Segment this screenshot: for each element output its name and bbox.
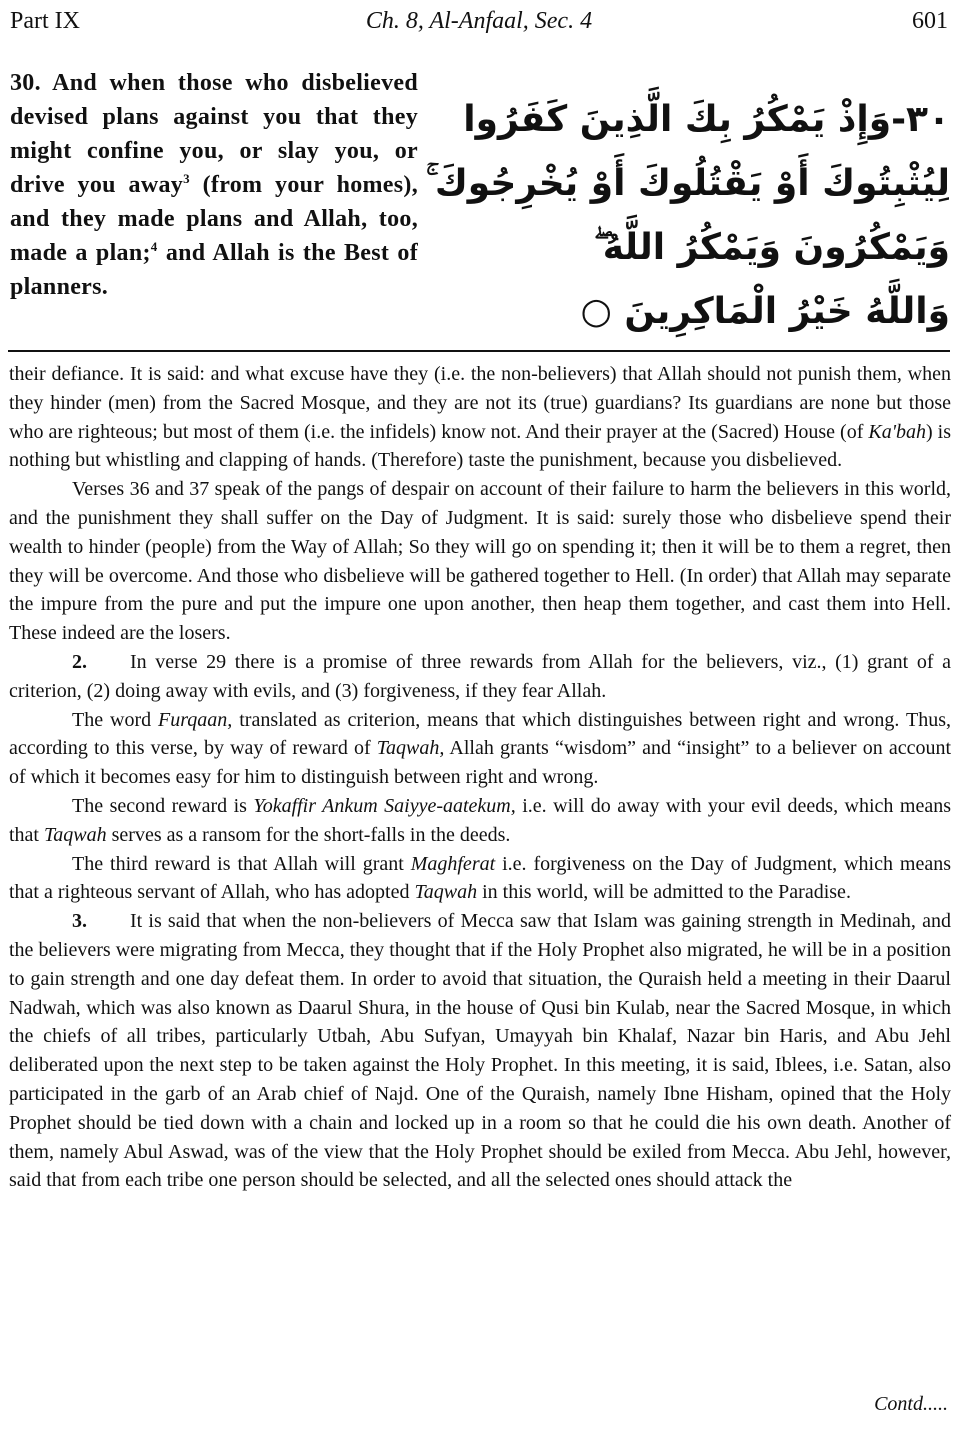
arabic-verse — [425, 88, 950, 344]
commentary-paragraph — [9, 792, 951, 850]
verse-number: 30. — [10, 70, 41, 96]
italic-term: Taqwah — [44, 823, 107, 846]
italic-term: Ka'bah — [868, 420, 926, 443]
text-run: i.e. forgiveness on the Day of Judgment, which means that a righteous servant of Allah, who has adopted — [9, 852, 951, 904]
commentary-paragraph — [9, 850, 951, 908]
text-run: It is said that when the non-believers of Mecca saw that Islam was gaining strength in Medinah, and the believers were migrating from Mecca, they thought that if the Holy Prophet also migrated, he will be in a position to gain strength and one day defeat them. In order to avoid that situation, the Quraish held a meeting in their Daarul Nadwah, which was also known as Daarul Shura, in the house of Qusi bin Kulab, near the Sacred Mosque, in which the chiefs of all tribes, particularly Utbah, Abu Sufyan, Umayyah bin Khalaf, Nazar bin Haris, and Abu Jehl deliberated upon the next step to be taken against the Holy Prophet. In this meeting, it is said, Iblees, i.e. Satan, also participated in the garb of an Arab chief of Najd. One of the Quraish, namely Ibne Hisham, opined that the Holy Prophet should be tied down with a chain and locked up in a room so that he could die his own death. Another of them, namely Abul Aswad, was of the view that the Holy Prophet should be exiled from Mecca. Abu Jehl, however, said that from each tribe one person should be selected, and all the selected ones should attack the — [9, 910, 951, 1192]
commentary-paragraph — [9, 648, 951, 706]
part-label: Part IX — [10, 8, 80, 34]
page-number: 601 — [912, 8, 948, 34]
continued-label: Contd..... — [874, 1393, 948, 1415]
commentary-paragraph — [9, 907, 951, 1195]
text-run: serves as a ransom for the short-falls in the deeds. — [106, 823, 511, 846]
italic-term: Furqaan, — [158, 708, 233, 731]
arabic-line-3: وَيَمْكُرُونَ وَيَمْكُرُ اللَّهُ ۖ — [593, 227, 950, 268]
arabic-line-2: لِيُثْبِتُوكَ أَوْ يَقْتُلُوكَ أَوْ يُخْرِجُوكَ ۚ — [425, 163, 950, 204]
text-run: Allah grants “wisdom” and “insight” to a believer on account of which it becomes easy for him to distinguish between right and wrong. — [9, 737, 952, 789]
commentary-paragraph: Verses 36 and 37 speak of the pangs of despair on account of their failure to harm the believers in this world, and the punishment they shall suffer on the Day of Judgment. It is said: surely those who disbelieve spend their wealth to hinder (people) from the Way of Allah; So they will go on spending it; then it will be to them a regret, then they will be overcome. And those who disbelieve will be gathered together to Hell. (In order) that Allah may separate the impure from the pure and put the impure one upon another, then heap them together, and cast them into Hell. These indeed are the losers. — [9, 478, 951, 645]
text-run: translated as criterion, means that which distinguishes between right and wrong. Thus, according to this verse, by way of reward of — [9, 708, 951, 760]
text-run: The second reward is — [72, 794, 254, 817]
note-number: 2. — [72, 650, 87, 673]
commentary — [9, 360, 951, 1195]
italic-term: Taqwah, — [376, 737, 445, 760]
text-run: ) is nothing but whistling and clapping of hands. (Therefore) taste the punishment, because you disbelieved. — [9, 420, 952, 472]
running-header — [10, 4, 948, 38]
chapter-label: Ch. 8, Al-Anfaal, Sec. 4 — [365, 8, 593, 34]
verse-text-3: and Allah is the Best of planners. — [10, 240, 418, 300]
verse-translation — [10, 66, 418, 304]
text-run: i.e. will do away with your evil deeds, which means that — [9, 794, 951, 846]
commentary-paragraph — [9, 706, 951, 792]
divider-rule — [8, 350, 950, 352]
text-run: in this world, will be admitted to the Paradise. — [477, 881, 851, 904]
note-number: 3. — [72, 910, 87, 933]
verse-text-2: (from your homes), and they made plans and Allah, too, made a plan; — [10, 172, 418, 266]
verse-text-1: And when those who disbelieved devised plans against you that they might confine you, or slay you, or drive you away — [10, 70, 418, 198]
commentary-paragraph — [9, 360, 951, 475]
arabic-line-4: وَاللَّهُ خَيْرُ الْمَاكِرِينَ ○ — [580, 291, 950, 332]
text-run: In verse 29 there is a promise of three rewards from Allah for the believers, viz., (1) grant of a criterion, (2) doing away with evils, and (3) forgiveness, if they fear Allah. — [9, 650, 951, 702]
text-run: their defiance. It is said: and what excuse have they (i.e. the non-believers) that Allah should not punish them, when they hinder (men) from the Sacred Mosque, and they are not its (true) guardians? Its guardians are none but those who are righteous; but most of them (i.e. the infidels) know not. And their prayer at the (Sacred) House (of — [9, 363, 951, 443]
text-run: The word — [72, 708, 159, 731]
footnote-ref-3: 3 — [183, 171, 190, 186]
text-run: The third reward is that Allah will grant — [72, 852, 411, 875]
arabic-line-1: ٣٠-وَإِذْ يَمْكُرُ بِكَ الَّذِينَ كَفَرُوا — [463, 99, 950, 140]
footnote-ref-4: 4 — [150, 239, 158, 254]
italic-term: Yokaffir Ankum Saiyye-aatekum, — [253, 794, 516, 817]
italic-term: Maghferat — [410, 852, 496, 875]
italic-term: Taqwah — [414, 881, 478, 904]
